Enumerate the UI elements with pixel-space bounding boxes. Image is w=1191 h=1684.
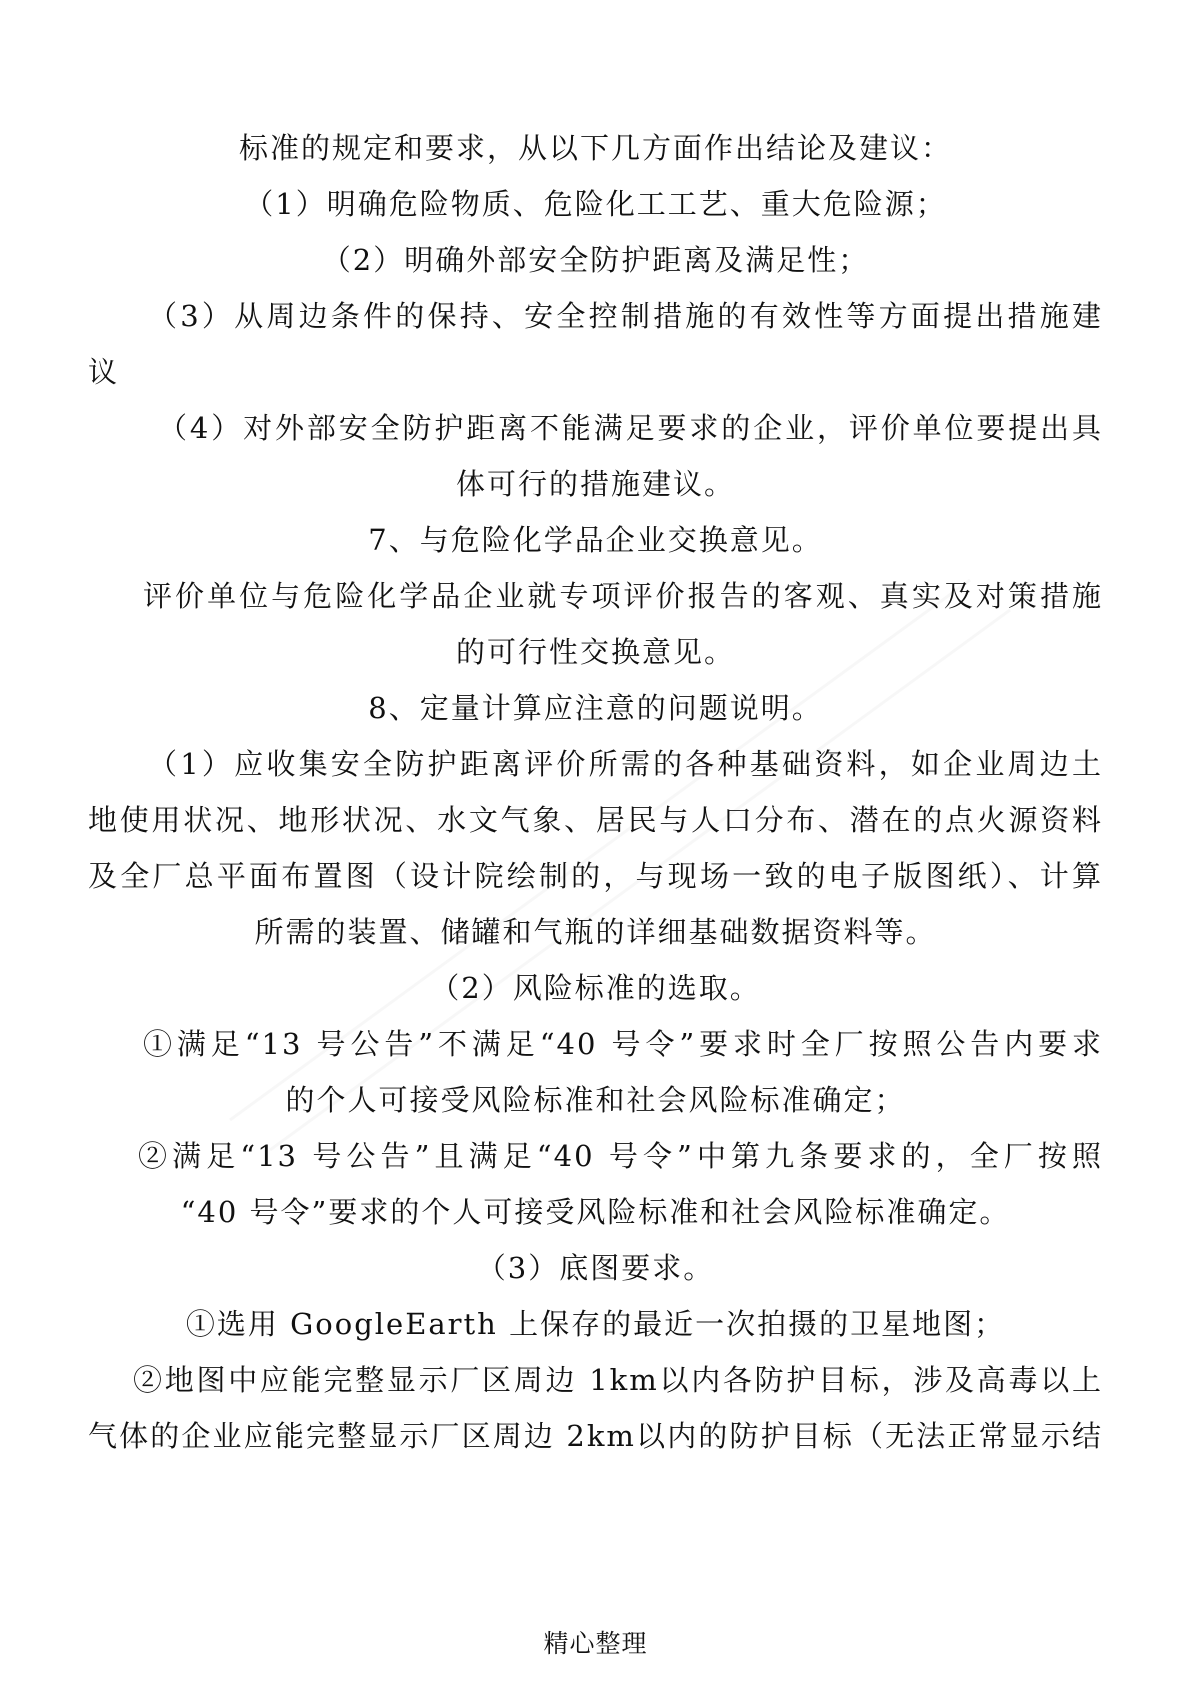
page-footer: 精心整理 [543, 1629, 648, 1658]
body-text [88, 120, 1103, 1464]
text-line: 8、定量计算应注意的问题说明。 [368, 691, 823, 725]
text-line: 的个人可接受风险标准和社会风险标准确定； [285, 1083, 906, 1117]
text-line: 标准的规定和要求，从以下几方面作出结论及建议： [238, 131, 952, 165]
text-line: （3）底图要求。 [476, 1251, 715, 1285]
text-line: （3）从周边条件的保持、安全控制措施的有效性等方面提出措施建 [148, 299, 1103, 333]
text-line: “40 号令”要求的个人可接受风险标准和社会风险标准确定。 [180, 1195, 1011, 1229]
text-line: 及全厂总平面布置图（设计院绘制的，与现场一致的电子版图纸）、计算 [88, 859, 1103, 893]
text-line: （2）明确外部安全防护距离及满足性； [321, 243, 870, 277]
text-line: 评价单位与危险化学品企业就专项评价报告的客观、真实及对策措施 [143, 579, 1103, 613]
text-line: 地使用状况、地形状况、水文气象、居民与人口分布、潜在的点火源资料 [88, 803, 1103, 837]
text-line: 7、与危险化学品企业交换意见。 [368, 523, 823, 557]
text-line: 议 [88, 355, 120, 389]
text-line: 气体的企业应能完整显示厂区周边 2km以内的防护目标（无法正常显示结 [88, 1419, 1103, 1453]
text-line: （1）应收集安全防护距离评价所需的各种基础资料，如企业周边土 [148, 747, 1103, 781]
text-line: （2）风险标准的选取。 [430, 971, 761, 1005]
text-line: （1）明确危险物质、危险化工工艺、重大危险源； [244, 187, 947, 221]
text-line: ②地图中应能完整显示厂区周边 1km以内各防护目标，涉及高毒以上 [133, 1363, 1103, 1397]
text-line: 体可行的措施建议。 [455, 467, 735, 501]
text-line: ①满足“13 号公告”不满足“40 号令”要求时全厂按照公告内要求 [143, 1027, 1103, 1061]
text-line: ①选用 GoogleEarth 上保存的最近一次拍摄的卫星地图； [185, 1307, 1006, 1341]
text-line: ②满足“13 号公告”且满足“40 号令”中第九条要求的，全厂按照 [138, 1139, 1103, 1173]
text-line: （4）对外部安全防护距离不能满足要求的企业，评价单位要提出具 [158, 411, 1103, 445]
text-line: 所需的装置、储罐和气瓶的详细基础数据资料等。 [254, 915, 937, 949]
text-line: 的可行性交换意见。 [455, 635, 735, 669]
